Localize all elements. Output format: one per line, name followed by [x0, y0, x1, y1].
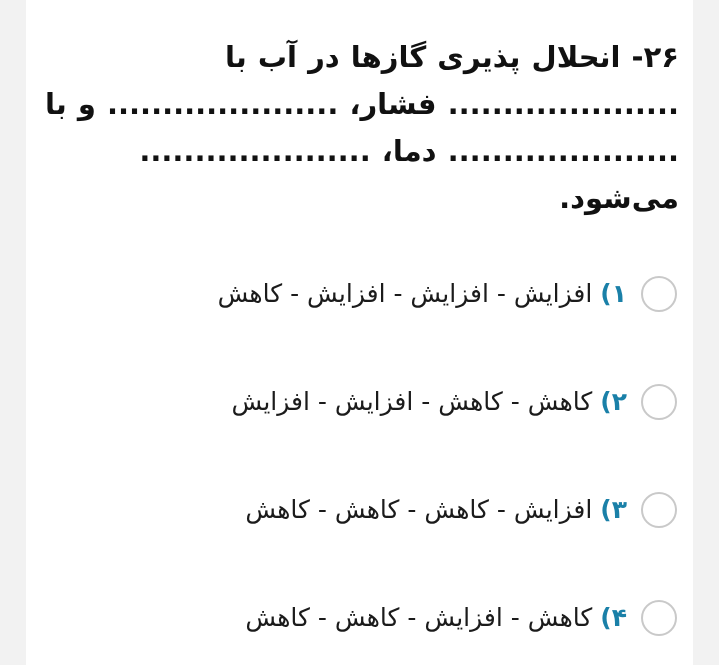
radio-button-icon-2[interactable] [641, 384, 677, 420]
radio-button-icon-3[interactable] [641, 492, 677, 528]
option-label-3: افزایش - کاهش - کاهش - کاهش [245, 494, 593, 524]
option-number-1: ۱) [600, 279, 627, 309]
question-line-2: ..................... فشار، ..................... و با [45, 86, 679, 121]
question-line-1: ۲۶- انحلال پذیری گازها در آب با [225, 40, 679, 74]
radio-button-icon-1[interactable] [641, 276, 677, 312]
option-number-3: ۳) [600, 495, 627, 525]
question-line-3: ..................... دما، ..................... [139, 133, 679, 168]
left-gutter [0, 0, 26, 665]
question-content [26, 0, 693, 665]
option-row-2[interactable] [26, 348, 693, 456]
right-gutter [693, 0, 719, 665]
option-label-2: کاهش - کاهش - افزایش - افزایش [231, 386, 593, 416]
option-label-4: کاهش - افزایش - کاهش - کاهش [245, 602, 593, 632]
option-label-1: افزایش - افزایش - افزایش - کاهش [217, 278, 593, 308]
option-row-1[interactable] [26, 240, 693, 348]
options-list [26, 240, 693, 672]
radio-button-icon-4[interactable] [641, 600, 677, 636]
option-number-2: ۲) [600, 387, 627, 417]
question-text [26, 0, 693, 222]
option-row-4[interactable] [26, 564, 693, 672]
option-number-4: ۴) [600, 603, 627, 633]
question-line-4: می‌شود. [559, 180, 679, 215]
option-row-3[interactable] [26, 456, 693, 564]
